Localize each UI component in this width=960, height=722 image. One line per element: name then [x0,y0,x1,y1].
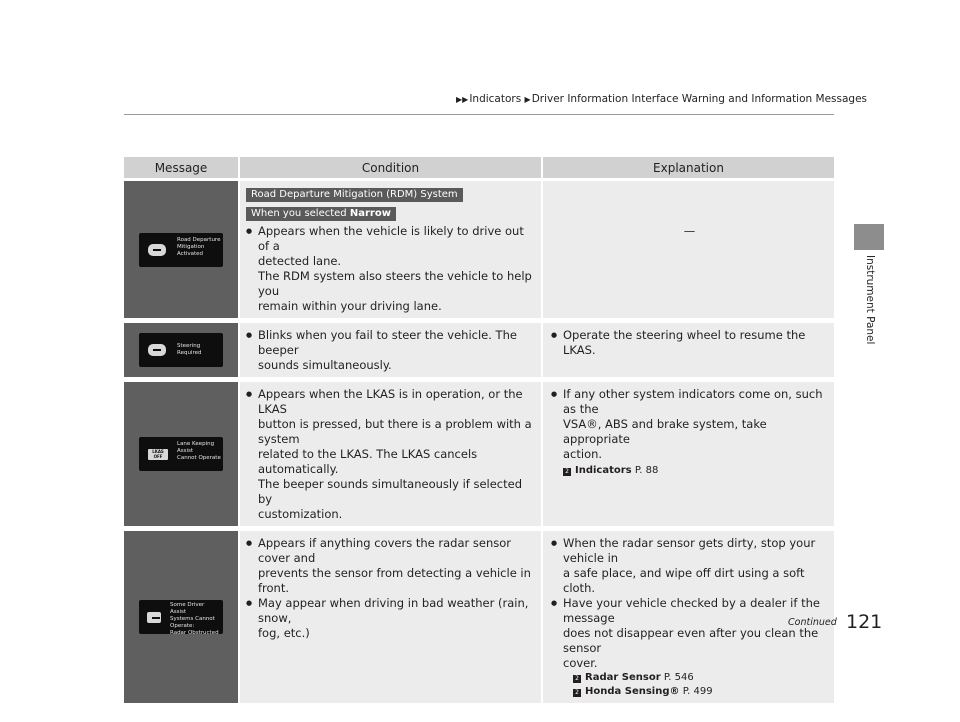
header-rule [124,114,834,115]
text-line: customization. [258,507,343,521]
text-line: fog, etc.) [258,626,310,640]
reference-icon: 2 [563,468,571,476]
table-header-row [124,157,834,181]
text-line: action. [563,447,603,461]
condition-cell [238,382,541,531]
mode-tag-text: When you selected [251,208,350,219]
breadcrumb-item-messages[interactable]: Driver Information Interface Warning and Information Messages [531,93,868,105]
table-row [124,382,834,531]
reference-page: P. 499 [682,686,713,697]
explanation-bullet [551,536,828,596]
display-text: Road Departure Mitigation Activated [177,236,221,257]
display-text: Some Driver Assist Systems Cannot Operate: Radar Obstructed [170,602,219,636]
table-row [124,531,834,708]
section-tab[interactable] [854,224,884,250]
text-line: The RDM system also steers the vehicle to help you [258,269,532,298]
text-line: detected lane. [258,254,342,268]
reference-icon: 2 [573,689,581,697]
text-line: remain within your driving lane. [258,299,442,313]
text-line: sounds simultaneously. [258,358,392,372]
mode-tag [246,207,396,221]
radar-icon [147,612,161,623]
message-cell [124,531,238,708]
lkas-off-icon [148,449,168,460]
display-image-steering [139,333,223,367]
system-tag: Road Departure Mitigation (RDM) System [246,188,463,202]
page-number: 121 [846,611,883,633]
explanation-cell [541,181,834,323]
reference-icon: 2 [573,675,581,683]
text-line: ● When the radar sensor gets dirty, stop your vehicle in [563,536,816,565]
reference-page: P. 88 [634,465,659,476]
continued-label: Continued [788,617,837,628]
text-line: ● Appears when the LKAS is in operation, or the LKAS [258,387,523,416]
text-line: ● If any other system indicators come on, such as the [563,387,823,416]
table-row [124,181,834,323]
column-header-message: Message [124,157,238,181]
display-text: Steering Required [177,343,202,356]
explanation-bullet [551,328,828,358]
breadcrumb-item-indicators[interactable]: Indicators [469,93,522,105]
explanation-dash: — [683,224,696,238]
steering-icon [148,344,166,356]
text-line: ● Have your vehicle checked by a dealer if the message [563,596,820,625]
text-line: does not disappear even after you clean the sensor [563,626,819,655]
lkas-icon-text: LKAS OFF [152,449,164,459]
double-arrow-icon: ▶▶ [456,95,469,104]
condition-bullet [246,536,533,596]
message-cell [124,181,238,323]
message-table [124,157,834,708]
message-cell [124,382,238,531]
text-line: cover. [563,656,598,670]
breadcrumb [456,93,867,105]
text-line: related to the LKAS. The LKAS cancels automatically. [258,447,478,476]
explanation-cell [541,323,834,382]
condition-bullet [246,328,533,373]
reference-label: Honda Sensing® [585,686,680,697]
message-cell [124,323,238,382]
explanation-bullet [551,596,828,671]
condition-cell [238,181,541,323]
condition-bullet [246,224,533,314]
text-line: ● Appears when the vehicle is likely to drive out of a [258,224,524,253]
reference-label: Indicators [575,465,632,476]
text-line: prevents the sensor from detecting a vehicle in front. [258,566,531,595]
column-header-explanation: Explanation [541,157,834,181]
section-label [864,255,878,375]
display-image-rdm [139,233,223,267]
text-line: button is pressed, but there is a problem with a system [258,417,532,446]
reference-label: Radar Sensor [585,672,661,683]
explanation-cell [541,382,834,531]
column-header-condition: Condition [238,157,541,181]
condition-cell [238,323,541,382]
text-line: ● Appears if anything covers the radar sensor cover and [258,536,511,565]
display-image-lkas [139,437,223,471]
text-line: a safe place, and wipe off dirt using a soft cloth. [563,566,805,595]
reference-page: P. 546 [663,672,694,683]
arrow-icon: ▶ [524,95,531,104]
text-line: ● May appear when driving in bad weather (rain, snow, [258,596,529,625]
cross-reference-radar-sensor[interactable] [551,671,828,685]
condition-bullet [246,596,533,641]
mode-tag-value: Narrow [349,208,391,219]
text-line: ● Blinks when you fail to steer the vehicle. The beeper [258,328,517,357]
condition-bullet [246,387,533,522]
table-row [124,323,834,382]
display-image-radar [139,600,223,634]
text-line: ● Operate the steering wheel to resume the LKAS. [563,328,806,357]
rdm-icon [148,244,166,256]
display-text: Lane Keeping Assist Cannot Operate [177,441,221,461]
text-line: The beeper sounds simultaneously if selected by [258,477,523,506]
condition-cell [238,531,541,708]
cross-reference-honda-sensing[interactable] [551,685,828,699]
section-label-text: Instrument Panel [864,255,876,345]
text-line: VSA®, ABS and brake system, take appropriate [563,417,767,446]
cross-reference-indicators[interactable] [551,464,828,478]
explanation-bullet [551,387,828,462]
